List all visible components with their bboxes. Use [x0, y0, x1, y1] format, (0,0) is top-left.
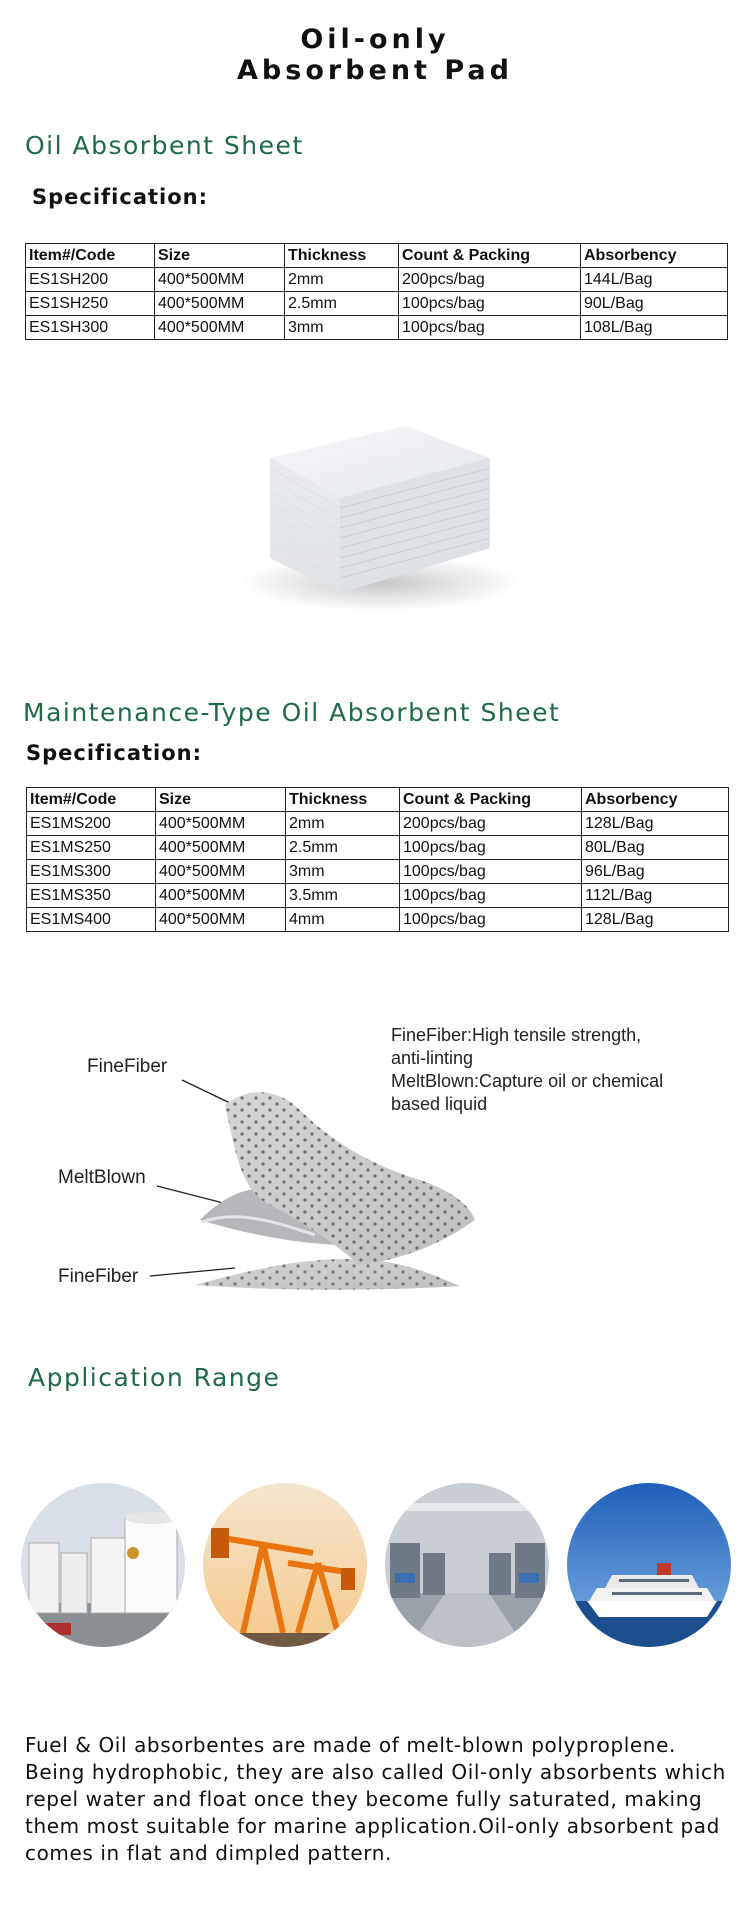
table-header-row [27, 788, 729, 812]
table-cell: 400*500MM [155, 268, 285, 292]
table-cell: 200pcs/bag [399, 268, 581, 292]
column-header-absorbency: Absorbency [582, 788, 729, 812]
table-cell: ES1SH300 [26, 316, 155, 340]
table-cell: ES1SH200 [26, 268, 155, 292]
table-cell: ES1MS200 [27, 812, 156, 836]
table-cell: 400*500MM [156, 812, 286, 836]
caption-meltblown-line2: based liquid [391, 1094, 488, 1114]
spec-label-maintenance: Specification: [26, 741, 203, 765]
table-row [27, 860, 729, 884]
table-cell: 400*500MM [155, 316, 285, 340]
table-cell: 100pcs/bag [400, 908, 582, 932]
table-cell: ES1MS300 [27, 860, 156, 884]
application-image-factory-floor [385, 1483, 549, 1647]
table-cell: 100pcs/bag [400, 884, 582, 908]
spec-label-sheet: Specification: [32, 185, 209, 209]
spec-table-maintenance [26, 787, 729, 932]
table-row [27, 812, 729, 836]
table-row [27, 908, 729, 932]
table-cell: 128L/Bag [582, 812, 729, 836]
table-cell: 200pcs/bag [400, 812, 582, 836]
table-header-row [26, 244, 728, 268]
caption-finefiber-line1: FineFiber:High tensile strength, [391, 1025, 642, 1045]
page-title-line1: Oil-only [300, 24, 450, 55]
column-header-size: Size [155, 244, 285, 268]
layer-label-finefiber-top: FineFiber [87, 1056, 168, 1077]
table-cell: 400*500MM [155, 292, 285, 316]
column-header-absorbency: Absorbency [581, 244, 728, 268]
layer-label-finefiber-bottom: FineFiber [58, 1266, 139, 1287]
product-description: Fuel & Oil absorbentes are made of melt-blown polyproplene. Being hydrophobic, they are also called Oil-only absorbents which repel water and float once they become fully saturated, making them most suitable for marine application.Oil-only absorbent pad comes in flat and dimpled pattern. [25, 1733, 726, 1865]
table-cell: 80L/Bag [582, 836, 729, 860]
table-cell: ES1SH250 [26, 292, 155, 316]
table-cell: 100pcs/bag [400, 860, 582, 884]
layer-diagram-illustration [140, 1070, 540, 1300]
section-heading-oil-absorbent-sheet: Oil Absorbent Sheet [25, 131, 304, 160]
section-heading-application-range: Application Range [28, 1363, 281, 1392]
table-cell: 144L/Bag [581, 268, 728, 292]
section-heading-maintenance-type: Maintenance-Type Oil Absorbent Sheet [23, 698, 561, 727]
table-cell: 100pcs/bag [400, 836, 582, 860]
table-cell: 2mm [285, 268, 399, 292]
column-header-thickness: Thickness [285, 244, 399, 268]
table-cell: 3.5mm [286, 884, 400, 908]
table-cell: 108L/Bag [581, 316, 728, 340]
table-cell: ES1MS400 [27, 908, 156, 932]
column-header-thickness: Thickness [286, 788, 400, 812]
table-row [26, 268, 728, 292]
spec-table-sheet [25, 243, 728, 340]
table-cell: 400*500MM [156, 860, 286, 884]
table-cell: 100pcs/bag [399, 292, 581, 316]
table-cell: 90L/Bag [581, 292, 728, 316]
table-cell: 2.5mm [286, 836, 400, 860]
column-header-code: Item#/Code [26, 244, 155, 268]
application-image-cruise-ship [567, 1483, 731, 1647]
column-header-count-packing: Count & Packing [399, 244, 581, 268]
table-cell: 400*500MM [156, 908, 286, 932]
table-cell: 128L/Bag [582, 908, 729, 932]
table-cell: 96L/Bag [582, 860, 729, 884]
application-image-storage-tanks [21, 1483, 185, 1647]
table-row [26, 316, 728, 340]
table-row [26, 292, 728, 316]
table-cell: 4mm [286, 908, 400, 932]
column-header-code: Item#/Code [27, 788, 156, 812]
absorbent-sheet-stack-image [230, 408, 530, 618]
table-cell: 2.5mm [285, 292, 399, 316]
column-header-count-packing: Count & Packing [400, 788, 582, 812]
table-cell: ES1MS250 [27, 836, 156, 860]
page-title-line2: Absorbent Pad [237, 55, 513, 86]
caption-finefiber-line2: anti-linting [391, 1048, 474, 1068]
column-header-size: Size [156, 788, 286, 812]
layer-label-meltblown: MeltBlown [58, 1167, 146, 1188]
table-cell: 2mm [286, 812, 400, 836]
table-row [27, 836, 729, 860]
table-cell: 3mm [285, 316, 399, 340]
table-cell: 112L/Bag [582, 884, 729, 908]
table-cell: 3mm [286, 860, 400, 884]
application-image-oil-pumpjacks [203, 1483, 367, 1647]
page-title [0, 24, 750, 86]
table-row [27, 884, 729, 908]
table-cell: 400*500MM [156, 836, 286, 860]
table-cell: ES1MS350 [27, 884, 156, 908]
caption-meltblown-line1: MeltBlown:Capture oil or chemical [391, 1071, 664, 1091]
table-cell: 400*500MM [156, 884, 286, 908]
table-cell: 100pcs/bag [399, 316, 581, 340]
